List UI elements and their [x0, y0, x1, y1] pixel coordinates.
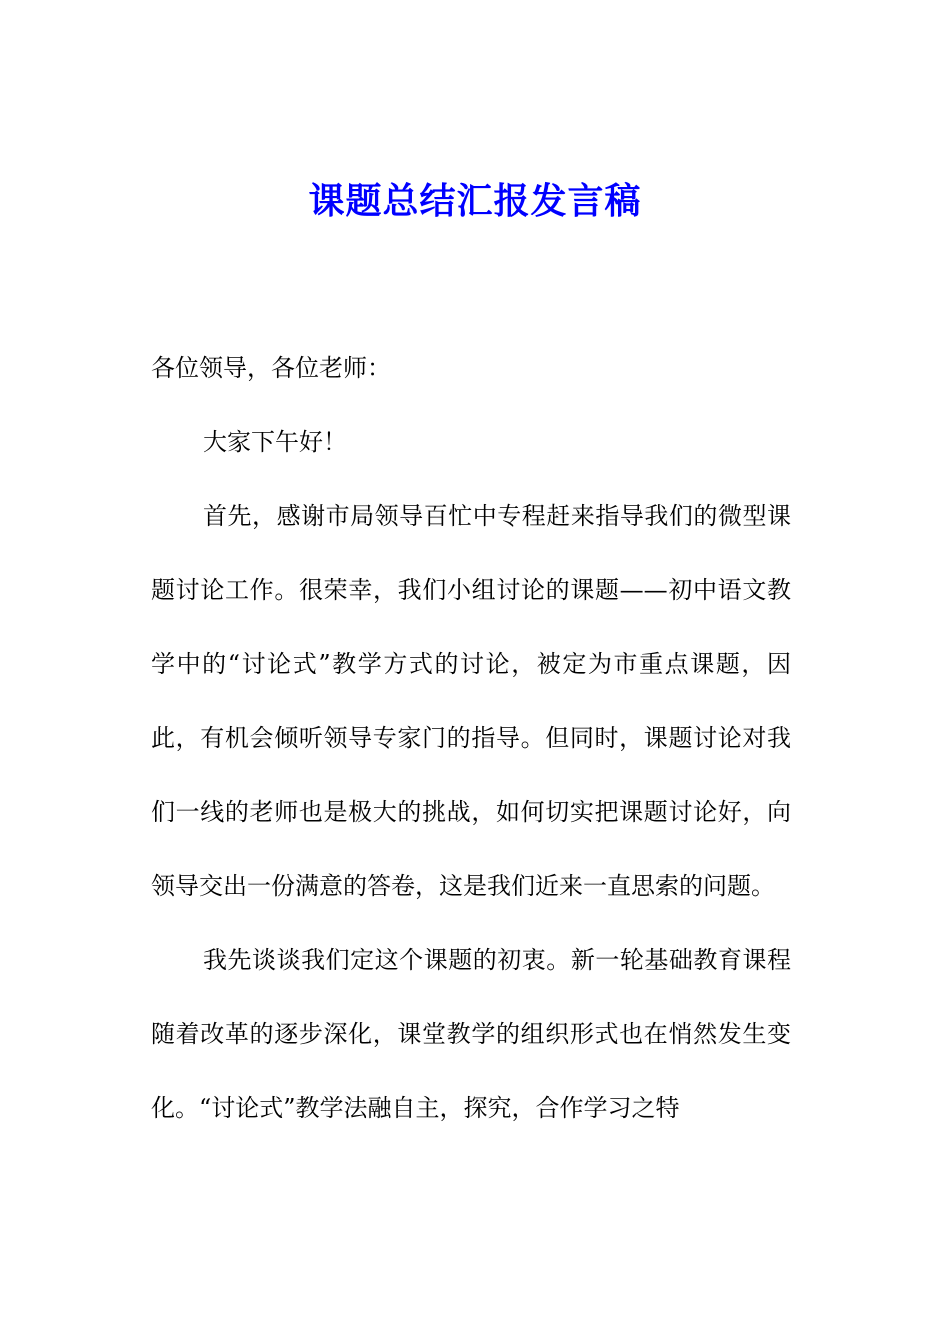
paragraph-thanks: 首先，感谢市局领导百忙中专程赶来指导我们的微型课题讨论工作。很荣幸，我们小组讨论的课题——初中语文教学中的“讨论式”教学方式的讨论，被定为市重点课题，因此，有机会倾听领导专家门的指导。但同时，课题讨论对我们一线的老师也是极大的挑战，如何切实把课题讨论好，向领导交出一份满意的答卷，这是我们近来一直思索的问题。 [151, 502, 791, 900]
document-body [151, 331, 791, 1145]
document-title: 课题总结汇报发言稿 [308, 181, 642, 222]
paragraph-intent: 我先谈谈我们定这个课题的初衷。新一轮基础教育课程随着改革的逐步深化，课堂教学的组织形式也在悄然发生变化。“讨论式”教学法融自主，探究，合作学习之特 [151, 946, 791, 1122]
paragraph-greeting: 大家下午好！ [203, 428, 347, 456]
salutation: 各位领导，各位老师： [151, 354, 391, 382]
